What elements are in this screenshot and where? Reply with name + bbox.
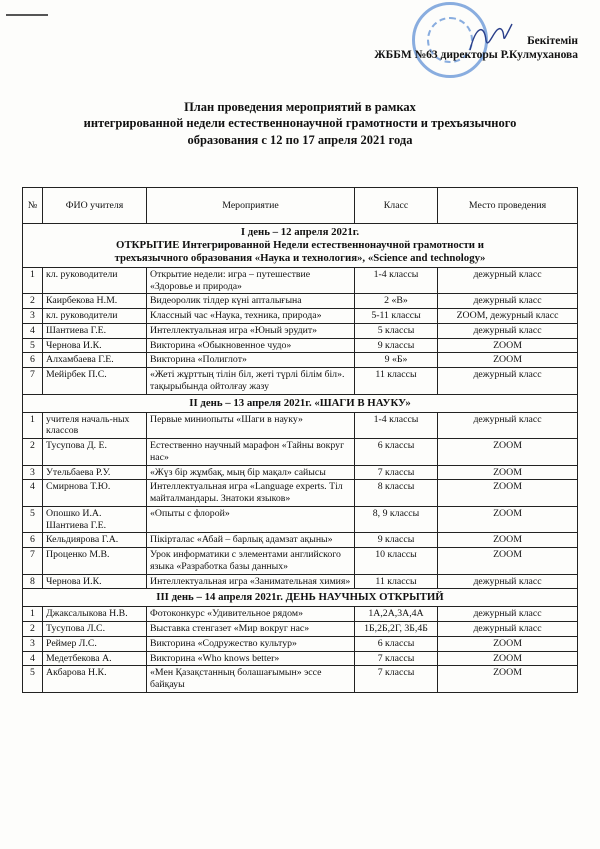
event-name: Классный час «Наука, техника, природа» <box>147 309 355 324</box>
row-number: 3 <box>23 309 43 324</box>
venue: ZOOM <box>438 480 578 507</box>
teacher-name: Каирбекова Н.М. <box>43 294 147 309</box>
header-event: Мероприятие <box>147 188 355 224</box>
teacher-name: Шантиева Г.Е. <box>43 323 147 338</box>
row-number: 1 <box>23 412 43 439</box>
venue: ZOOM <box>438 651 578 666</box>
table-row <box>23 309 578 324</box>
teacher-name: Джаксалыкова Н.В. <box>43 607 147 622</box>
class-name: 8, 9 классы <box>355 506 438 533</box>
class-name: 5-11 классы <box>355 309 438 324</box>
row-number: 1 <box>23 267 43 294</box>
event-name: Викторина «Обыкновенное чудо» <box>147 338 355 353</box>
table-row <box>23 607 578 622</box>
row-number: 5 <box>23 506 43 533</box>
event-name: Викторина «Содружество культур» <box>147 636 355 651</box>
venue: дежурный класс <box>438 368 578 395</box>
event-name: Открытие недели: игра – путешествие «Здоровье и природа» <box>147 267 355 294</box>
event-name: Урок информатики с элементами английского языка «Разработка базы данных» <box>147 548 355 575</box>
venue: ZOOM <box>438 439 578 466</box>
teacher-name: учителя началь-ных классов <box>43 412 147 439</box>
class-name: 1-4 классы <box>355 412 438 439</box>
class-name: 1-4 классы <box>355 267 438 294</box>
teacher-name: Медетбекова А. <box>43 651 147 666</box>
corner-mark <box>6 14 48 16</box>
venue: дежурный класс <box>438 607 578 622</box>
table-row <box>23 323 578 338</box>
teacher-name: Акбарова Н.К. <box>43 666 147 693</box>
day-1-subtitle-2: трехъязычного образования «Наука и технология», «Science and technology» <box>114 251 486 264</box>
approval-block <box>374 34 578 63</box>
day-3-title: III день – 14 апреля 2021г. ДЕНЬ НАУЧНЫХ ОТКРЫТИЙ <box>23 589 578 607</box>
venue: ZOOM <box>438 636 578 651</box>
teacher-name: Алхамбаева Г.Е. <box>43 353 147 368</box>
row-number: 7 <box>23 548 43 575</box>
class-name: 5 классы <box>355 323 438 338</box>
table-row <box>23 506 578 533</box>
table-row <box>23 548 578 575</box>
event-name: Естественно научный марафон «Тайны вокруг нас» <box>147 439 355 466</box>
teacher-name: Кельдиярова Г.А. <box>43 533 147 548</box>
day-2-header <box>23 394 578 412</box>
teacher-name: кл. руководители <box>43 309 147 324</box>
class-name: 1А,2А,3А,4А <box>355 607 438 622</box>
event-name: Фотоконкурс «Удивительное рядом» <box>147 607 355 622</box>
venue: дежурный класс <box>438 574 578 589</box>
venue: ZOOM <box>438 533 578 548</box>
table-row <box>23 368 578 395</box>
table-header-row <box>23 188 578 224</box>
row-number: 3 <box>23 636 43 651</box>
event-name: Первые миниопыты «Шаги в науку» <box>147 412 355 439</box>
row-number: 7 <box>23 368 43 395</box>
teacher-name: Чернова И.К. <box>43 338 147 353</box>
row-number: 4 <box>23 480 43 507</box>
venue: дежурный класс <box>438 622 578 637</box>
class-name: 1Б,2Б,2Г, 3Б,4Б <box>355 622 438 637</box>
row-number: 1 <box>23 607 43 622</box>
class-name: 8 классы <box>355 480 438 507</box>
teacher-name: кл. руководители <box>43 267 147 294</box>
header-number: № <box>23 188 43 224</box>
header-class: Класс <box>355 188 438 224</box>
teacher-name: Смирнова Т.Ю. <box>43 480 147 507</box>
event-name: Интеллектуальная игра «Занимательная химия» <box>147 574 355 589</box>
table-row <box>23 465 578 480</box>
table-row <box>23 439 578 466</box>
event-name: «Жүз бір жұмбақ, мың бір мақал» сайысы <box>147 465 355 480</box>
class-name: 11 классы <box>355 368 438 395</box>
row-number: 4 <box>23 323 43 338</box>
class-name: 6 классы <box>355 636 438 651</box>
table-row <box>23 338 578 353</box>
table-row <box>23 622 578 637</box>
venue: ZOOM, дежурный класс <box>438 309 578 324</box>
venue: ZOOM <box>438 506 578 533</box>
venue: ZOOM <box>438 548 578 575</box>
event-name: Викторина «Who knows better» <box>147 651 355 666</box>
event-name: Интеллектуальная игра «Юный эрудит» <box>147 323 355 338</box>
day-1-header <box>23 224 578 268</box>
teacher-name: Утельбаева Р.У. <box>43 465 147 480</box>
title-line-2: интегрированной недели естественнонаучной грамотности и трехъязычного <box>83 116 517 131</box>
table-row <box>23 412 578 439</box>
venue: дежурный класс <box>438 323 578 338</box>
class-name: 2 «В» <box>355 294 438 309</box>
event-name: Видеоролик тілдер күні апталығына <box>147 294 355 309</box>
approval-label: Бекітемін <box>527 35 578 47</box>
approval-director: ЖББМ №63 директоры Р.Кулмуханова <box>374 49 578 62</box>
venue: ZOOM <box>438 465 578 480</box>
row-number: 6 <box>23 533 43 548</box>
teacher-name: Чернова И.К. <box>43 574 147 589</box>
table-row <box>23 574 578 589</box>
row-number: 4 <box>23 651 43 666</box>
event-name: «Опыты с флорой» <box>147 506 355 533</box>
teacher-name: Проценко М.В. <box>43 548 147 575</box>
row-number: 2 <box>23 439 43 466</box>
title-line-1: План проведения мероприятий в рамках <box>184 100 416 114</box>
table-row <box>23 267 578 294</box>
class-name: 7 классы <box>355 666 438 693</box>
row-number: 5 <box>23 666 43 693</box>
event-name: Пікірталас «Абай – барлық адамзат ақыны» <box>147 533 355 548</box>
teacher-name: Опошко И.А. Шантиева Г.Е. <box>43 506 147 533</box>
event-name: Интеллектуальная игра «Language experts. Тіл майталмандары. Знатоки языков» <box>147 480 355 507</box>
table-row <box>23 353 578 368</box>
header-place: Место проведения <box>438 188 578 224</box>
row-number: 2 <box>23 294 43 309</box>
title-line-3: образования с 12 по 17 апреля 2021 года <box>187 132 413 147</box>
venue: дежурный класс <box>438 412 578 439</box>
event-name: Выставка стенгазет «Мир вокруг нас» <box>147 622 355 637</box>
teacher-name: Тусупова Л.С. <box>43 622 147 637</box>
teacher-name: Тусупова Д. Е. <box>43 439 147 466</box>
header-teacher: ФИО учителя <box>43 188 147 224</box>
venue: ZOOM <box>438 338 578 353</box>
class-name: 9 классы <box>355 338 438 353</box>
table-row <box>23 636 578 651</box>
class-name: 6 классы <box>355 439 438 466</box>
class-name: 10 классы <box>355 548 438 575</box>
venue: ZOOM <box>438 353 578 368</box>
table-row <box>23 294 578 309</box>
day-1-subtitle-1: ОТКРЫТИЕ Интегрированной Недели естественнонаучной грамотности и <box>116 238 484 251</box>
venue: ZOOM <box>438 666 578 693</box>
class-name: 11 классы <box>355 574 438 589</box>
row-number: 8 <box>23 574 43 589</box>
class-name: 9 «Б» <box>355 353 438 368</box>
table-row <box>23 480 578 507</box>
venue: дежурный класс <box>438 294 578 309</box>
class-name: 7 классы <box>355 465 438 480</box>
teacher-name: Мейірбек П.С. <box>43 368 147 395</box>
row-number: 5 <box>23 338 43 353</box>
teacher-name: Реймер Л.С. <box>43 636 147 651</box>
day-1-title: I день – 12 апреля 2021г. <box>240 226 360 238</box>
event-name: «Мен Қазақстанның болашағымын» эссе байқауы <box>147 666 355 693</box>
day-3-header <box>23 589 578 607</box>
row-number: 2 <box>23 622 43 637</box>
venue: дежурный класс <box>438 267 578 294</box>
class-name: 9 классы <box>355 533 438 548</box>
row-number: 3 <box>23 465 43 480</box>
table-row <box>23 533 578 548</box>
document-title <box>40 99 560 148</box>
events-table <box>22 187 578 693</box>
class-name: 7 классы <box>355 651 438 666</box>
table-row <box>23 666 578 693</box>
day-2-title: II день – 13 апреля 2021г. «ШАГИ В НАУКУ» <box>23 394 578 412</box>
event-name: «Жеті жұрттың тілін біл, жеті түрлі білім біл». тақырыбында ойтолғау жазу <box>147 368 355 395</box>
event-name: Викторина «Полиглот» <box>147 353 355 368</box>
row-number: 6 <box>23 353 43 368</box>
table-row <box>23 651 578 666</box>
